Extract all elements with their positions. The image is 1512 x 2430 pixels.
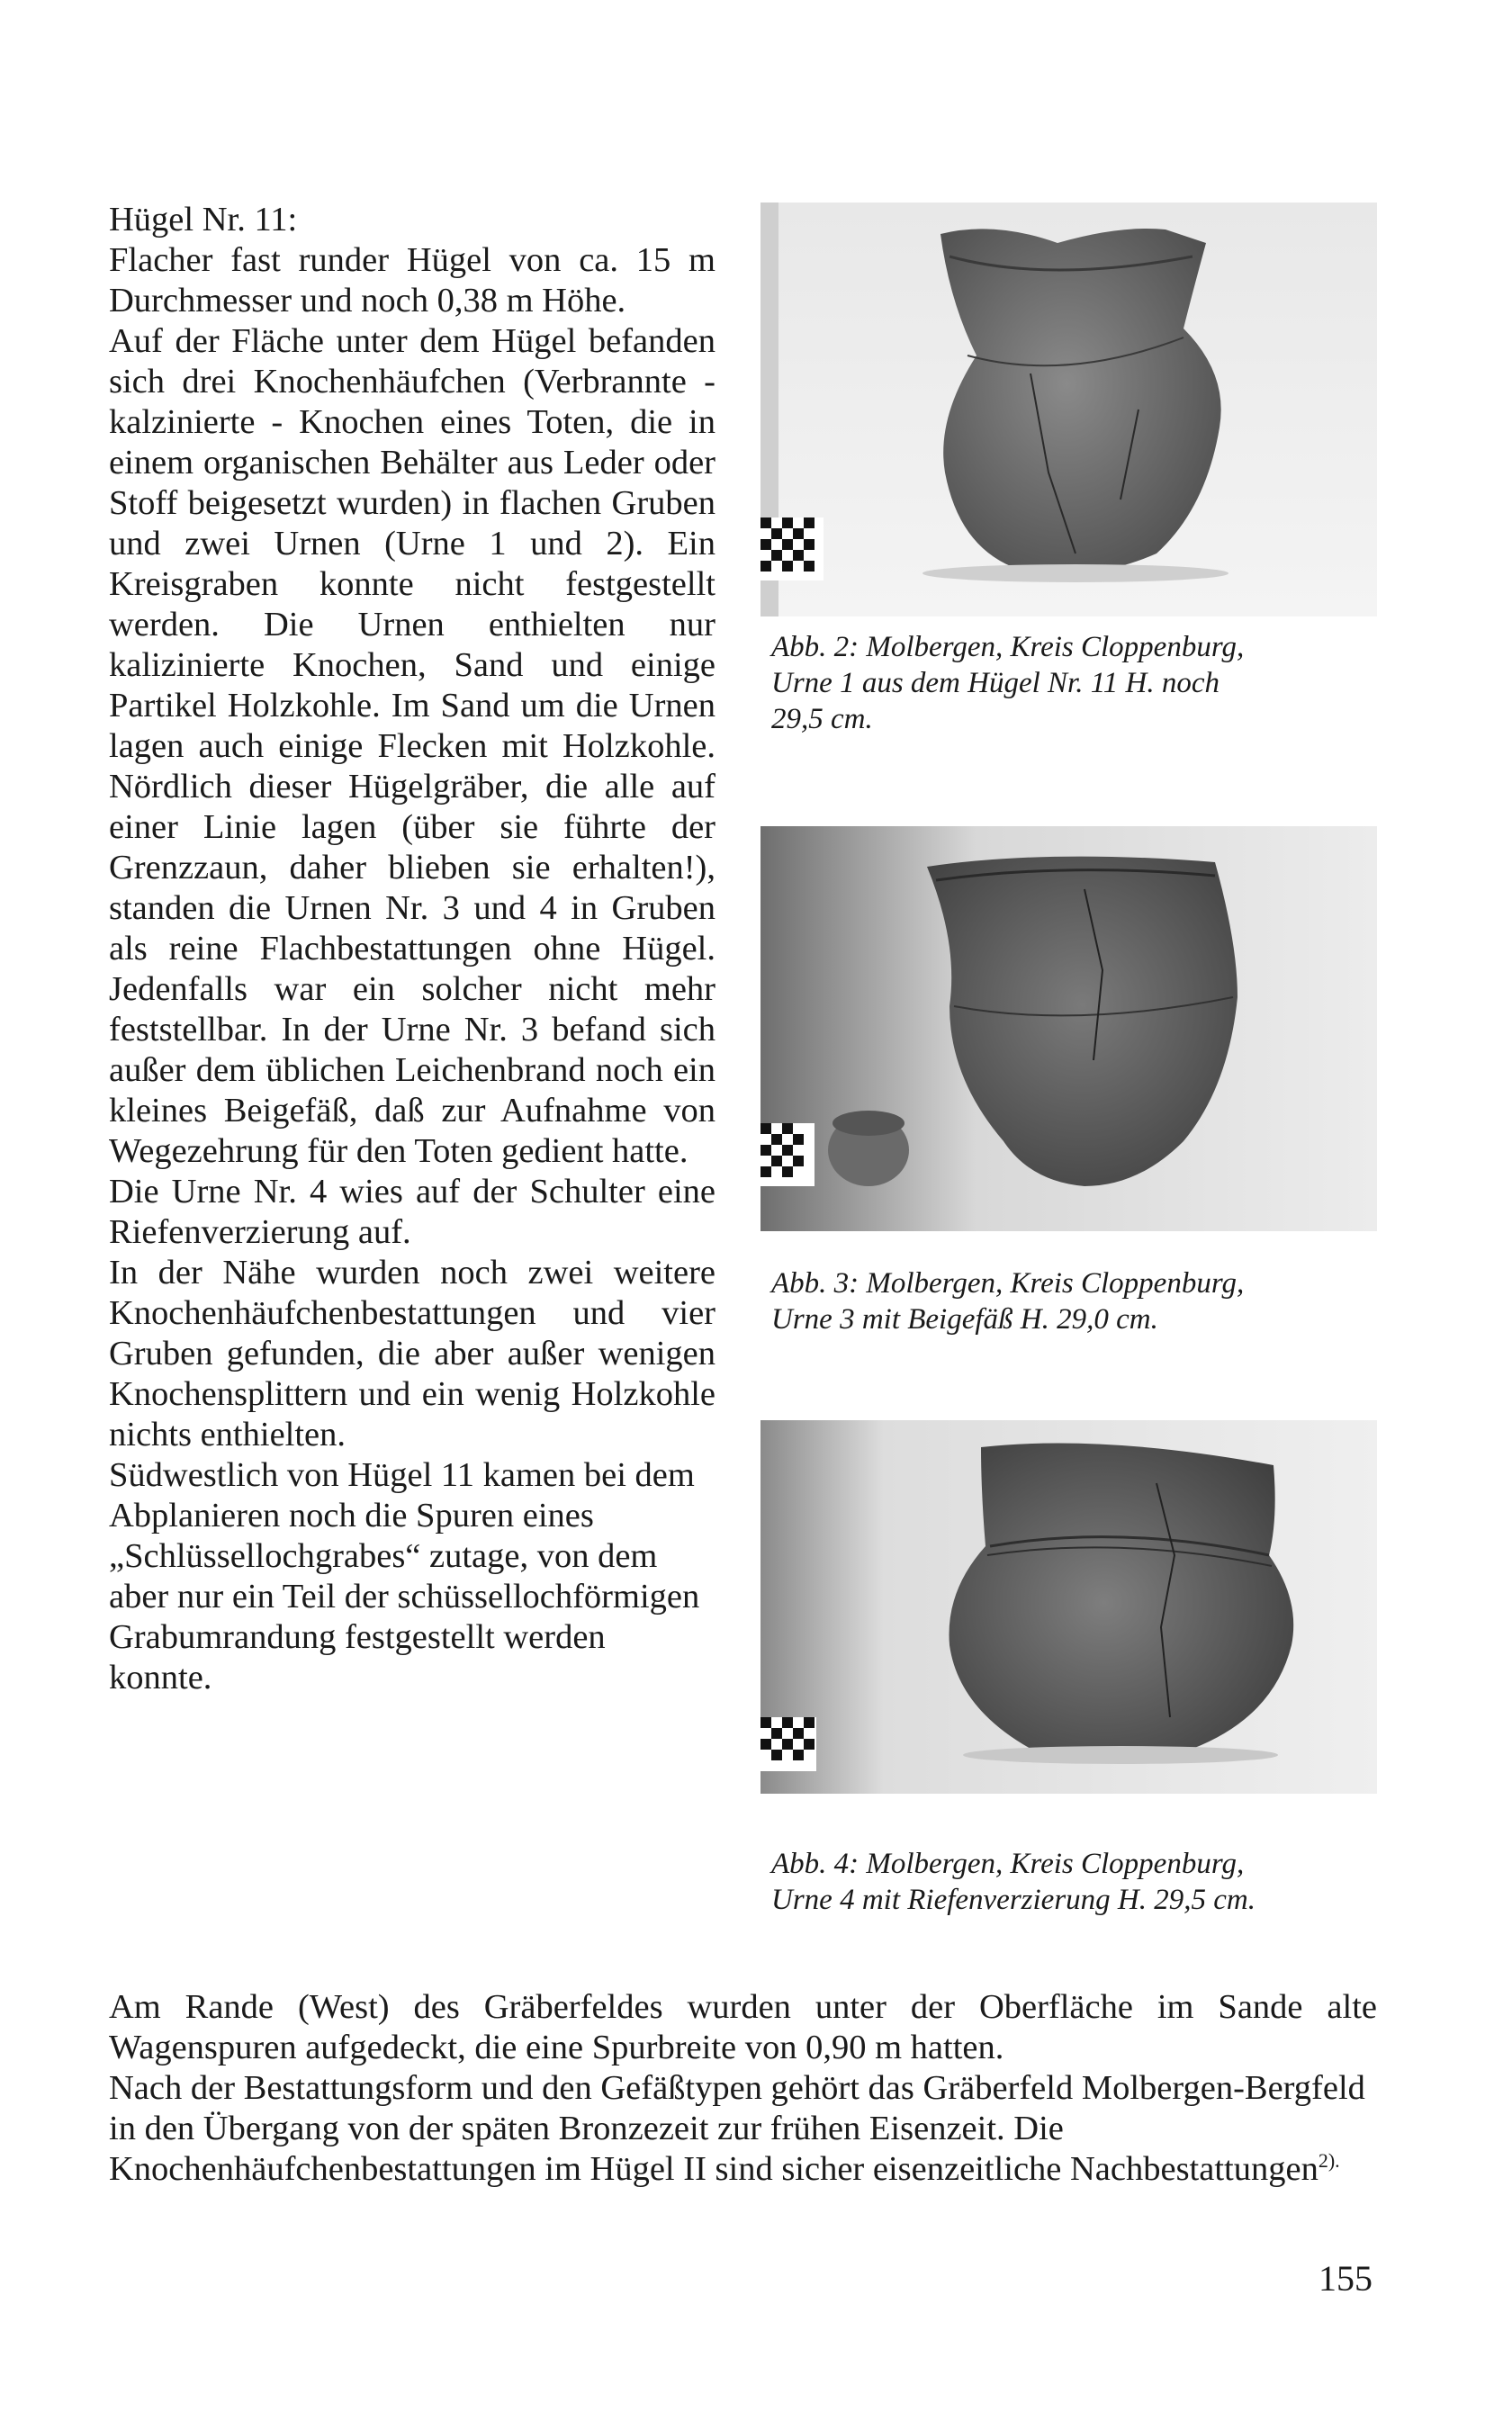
page-number: 155 [1318, 2258, 1372, 2299]
paragraph-urne-4: Die Urne Nr. 4 wies auf der Schulter eine Riefenverzierung auf. [109, 1173, 716, 1251]
footnote-marker: 2). [1318, 2149, 1340, 2173]
figure-abb-2 [760, 202, 1377, 737]
paragraph-wagenspuren: Am Rande (West) des Gräberfeldes wurden unter der Oberfläche im Sande alte Wagenspuren aufgedeckt, die eine Spurbreite von 0,90 m hatten. [109, 1988, 1377, 2066]
paragraph-description: Flacher fast runder Hügel von ca. 15 m Durchmesser und noch 0,38 m Höhe. [109, 241, 716, 320]
urn-with-small-vessel-photo [760, 826, 1377, 1231]
paragraph-conclusion: Nach der Bestattungsform und den Gefäßtypen gehört das Gräberfeld Molbergen-Bergfeld in den Übergang von der späten Bronzezeit zur frühen Eisenzeit. Die Knochenhäufchenbestattungen im Hügel II sind sicher eisenzeitliche Nachbestattungen$^{2).}$ [109, 2069, 1365, 2188]
caption-abb-2: Abb. 2: Molbergen, Kreis Cloppenburg, Urne 1 aus dem Hügel Nr. 11 H. noch 29,5 cm. [771, 631, 1245, 735]
scale-checker-icon [760, 1123, 814, 1186]
left-column-text [109, 200, 716, 1698]
figure-abb-4 [760, 1420, 1377, 1918]
caption-abb-4: Abb. 4: Molbergen, Kreis Cloppenburg, Urne 4 mit Riefenverzierung H. 29,5 cm. [771, 1848, 1256, 1916]
heading-huegel-11: Hügel Nr. 11: [109, 201, 298, 238]
caption-abb-3: Abb. 3: Molbergen, Kreis Cloppenburg, Urne 3 mit Beigefäß H. 29,0 cm. [771, 1267, 1245, 1336]
urn-photo [760, 202, 1377, 616]
scale-checker-icon [760, 1717, 816, 1771]
paragraph-nearby: In der Nähe wurden noch zwei weitere Knochenhäufchenbestattungen und vier Gruben gefunden, die aber außer wenigen Knochensplittern und ein wenig Holzkohle nichts enthielten. [109, 1254, 716, 1454]
urn-with-grooves-photo [760, 1420, 1377, 1794]
full-width-text [109, 1987, 1377, 2190]
paragraph-schluesselloch: Südwestlich von Hügel 11 kamen bei dem Abplanieren noch die Spuren eines „Schlüssellochgrabes“ zutage, von dem aber nur ein Teil der schüssellochförmigen Grabumrandung festgestellt werden konnte. [109, 1456, 700, 1696]
scale-checker-icon [760, 518, 824, 580]
figure-abb-3 [760, 826, 1377, 1337]
paragraph-findings: Auf der Fläche unter dem Hügel befanden sich drei Knochenhäufchen (Verbrannte - kalzinierte - Knochen eines Toten, die in einem organischen Behälter aus Leder oder Stoff beigesetzt wurden) in flachen Gruben und zwei Urnen (Urne 1 und 2). Ein Kreisgraben konnte nicht festgestellt werden. Die Urnen enthielten nur kalizinierte Knochen, Sand und einige Partikel Holzkohle. Im Sand um die Urnen lagen auch einige Flecken mit Holzkohle. Nördlich dieser Hügelgräber, die alle auf einer Linie lagen (über sie führte der Grenzzaun, daher blieben sie erhalten!), standen die Urnen Nr. 3 und 4 in Gruben als reine Flachbestattungen ohne Hügel. Jedenfalls war ein solcher nicht mehr feststellbar. In der Urne Nr. 3 befand sich außer dem üblichen Leichenbrand noch ein kleines Beigefäß, daß zur Aufnahme von Wegezehrung für den Toten gedient hatte. [109, 322, 716, 1170]
